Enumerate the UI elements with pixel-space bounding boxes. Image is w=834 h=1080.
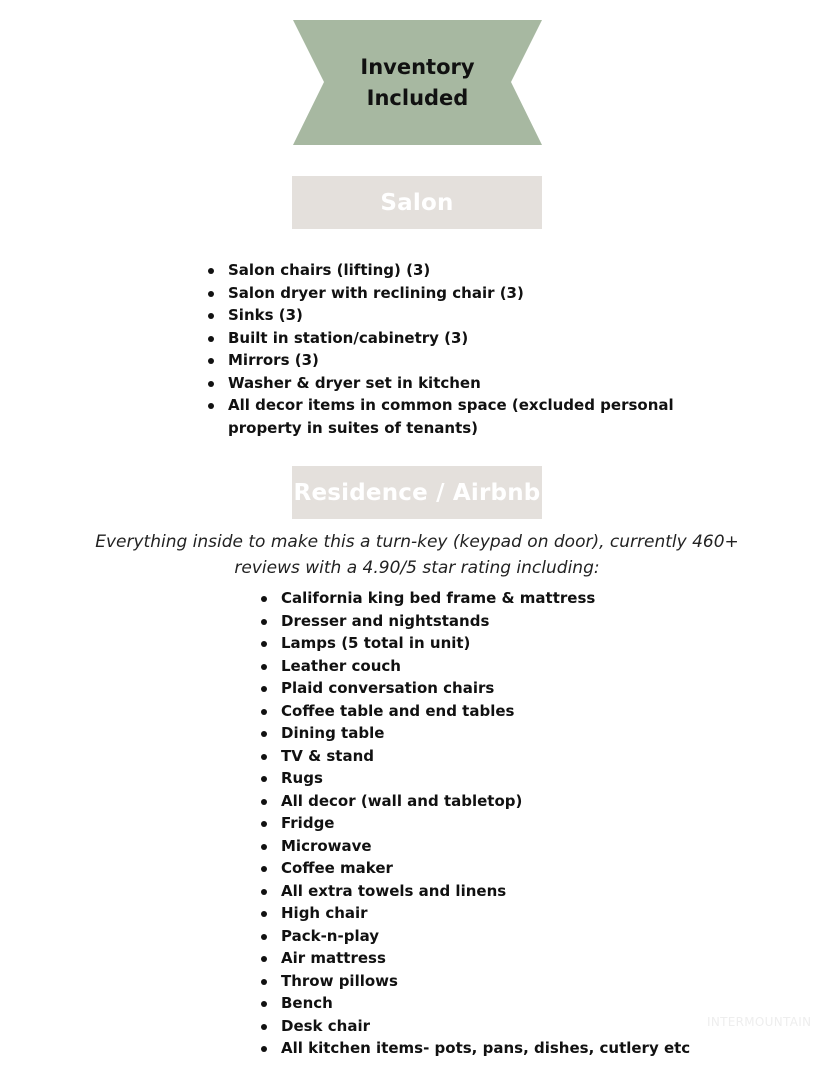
residence-heading-label: Residence / Airbnb <box>293 479 541 506</box>
list-item: California king bed frame & mattress <box>259 587 729 610</box>
residence-inventory-list <box>259 587 729 1060</box>
list-item: Rugs <box>259 767 729 790</box>
list-item: Mirrors (3) <box>206 349 676 372</box>
list-item: Lamps (5 total in unit) <box>259 632 729 655</box>
residence-heading <box>292 466 542 519</box>
salon-heading-label: Salon <box>380 189 454 216</box>
inventory-banner <box>293 20 542 145</box>
list-item: Desk chair <box>259 1015 729 1038</box>
residence-intro-text: Everything inside to make this a turn-key (keypad on door), currently 460+ reviews with a 4.90/5 star rating including: <box>95 532 739 578</box>
salon-inventory-list <box>206 259 676 439</box>
list-item: Dining table <box>259 722 729 745</box>
list-item: All decor items in common space (excluded personal property in suites of tenants) <box>206 394 676 439</box>
list-item: All extra towels and linens <box>259 880 729 903</box>
list-item: TV & stand <box>259 745 729 768</box>
list-item: All decor (wall and tabletop) <box>259 790 729 813</box>
list-item: Washer & dryer set in kitchen <box>206 372 676 395</box>
list-item: Microwave <box>259 835 729 858</box>
list-item: Leather couch <box>259 655 729 678</box>
list-item: Air mattress <box>259 947 729 970</box>
list-item: Dresser and nightstands <box>259 610 729 633</box>
salon-heading <box>292 176 542 229</box>
list-item: Fridge <box>259 812 729 835</box>
banner-title: Inventory Included <box>360 54 475 110</box>
list-item: Coffee maker <box>259 857 729 880</box>
list-item: Sinks (3) <box>206 304 676 327</box>
list-item: High chair <box>259 902 729 925</box>
list-item: Salon dryer with reclining chair (3) <box>206 282 676 305</box>
list-item: Built in station/cabinetry (3) <box>206 327 676 350</box>
list-item: Coffee table and end tables <box>259 700 729 723</box>
list-item: Throw pillows <box>259 970 729 993</box>
list-item: Pack-n-play <box>259 925 729 948</box>
watermark-text: INTERMOUNTAIN <box>707 1015 812 1029</box>
list-item: Bench <box>259 992 729 1015</box>
list-item: Plaid conversation chairs <box>259 677 729 700</box>
list-item: Salon chairs (lifting) (3) <box>206 259 676 282</box>
list-item: All kitchen items- pots, pans, dishes, cutlery etc <box>259 1037 729 1060</box>
